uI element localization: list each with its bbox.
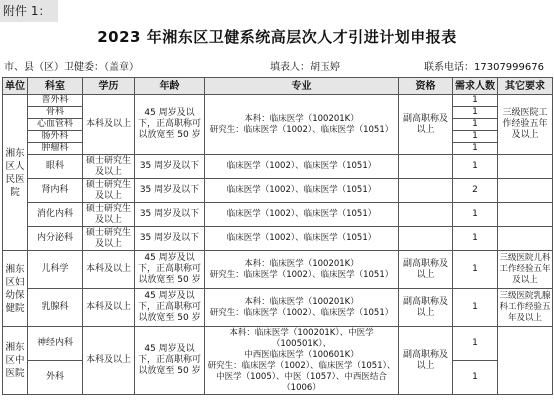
dept-cell: 肠外科	[28, 131, 83, 143]
talent-plan-table	[2, 77, 553, 395]
major-line: （1006）	[282, 382, 321, 393]
edu-cell: 硕士研究生及以上	[83, 203, 135, 227]
qual-cell: 副高职称及以上	[399, 251, 453, 289]
major-cell: 临床医学（1002）、临床医学（1051）	[205, 227, 399, 251]
other-cell	[498, 155, 553, 179]
count-cell: 2	[453, 179, 498, 203]
count-cell: 1	[453, 107, 498, 119]
age-cell: 35 周岁及以下	[135, 203, 205, 227]
age-cell: 45 周岁及以下，正高职称可以放宽至 50 岁	[135, 95, 205, 155]
table-row	[3, 251, 553, 289]
table-row	[3, 227, 553, 251]
other-cell: 三级医院工作经验五年及以上	[498, 95, 553, 155]
major-line: 研究生：临床医学（1002）、临床医学（1051）	[209, 269, 394, 280]
count-cell: 1	[453, 95, 498, 107]
unit-cell: 湘东区妇幼保健院	[3, 251, 28, 327]
count-cell: 1	[453, 131, 498, 143]
dept-cell: 心血管科	[28, 119, 83, 131]
age-cell: 45 周岁及以下，正高职称可以放宽至 50 岁	[135, 251, 205, 289]
major-line: 本科：临床医学（100201K）	[244, 113, 359, 124]
header-other: 其它要求	[498, 78, 553, 95]
table-row	[3, 95, 553, 107]
edu-cell: 硕士研究生及以上	[83, 227, 135, 251]
dept-cell: 外科	[28, 361, 83, 395]
edu-cell: 本科及以上	[83, 251, 135, 289]
header-dept: 科室	[28, 78, 83, 95]
dept-cell: 骨科	[28, 107, 83, 119]
major-cell: 临床医学（1002）、临床医学（1051）	[205, 203, 399, 227]
phone-label: 联系电话：17307999676	[424, 62, 544, 73]
qual-cell	[399, 155, 453, 179]
table-row	[3, 155, 553, 179]
dept-cell: 普外科	[28, 95, 83, 107]
major-line: 研究生：临床医学（1002）、临床医学（1051）、	[207, 360, 396, 371]
edu-cell: 本科及以上	[83, 327, 135, 395]
other-cell	[498, 179, 553, 203]
age-cell: 45 周岁及以下，正高职称可以放宽至 50 岁	[135, 289, 205, 327]
dept-cell: 肾内科	[28, 179, 83, 203]
other-cell	[498, 227, 553, 251]
major-cell: 临床医学（1002）、临床医学（1051）	[205, 179, 399, 203]
header-count: 需求人数	[453, 78, 498, 95]
major-cell	[205, 327, 399, 395]
table-row	[3, 327, 553, 361]
other-cell: 三级医院儿科工作经验五年及以上	[498, 251, 553, 289]
age-cell: 35 周岁及以下	[135, 179, 205, 203]
dept-cell: 乳腺科	[28, 289, 83, 327]
table-row	[3, 289, 553, 327]
major-cell	[205, 289, 399, 327]
major-line: 本科：临床医学（100201K）	[244, 258, 359, 269]
attachment-label: 附件 1：	[0, 0, 58, 22]
header-qual: 资格	[399, 78, 453, 95]
count-cell: 1	[453, 203, 498, 227]
major-line: 中西医临床医学（100601K）	[244, 349, 359, 360]
major-cell	[205, 251, 399, 289]
unit-cell: 湘东区人民医院	[3, 95, 28, 251]
header-age: 年龄	[135, 78, 205, 95]
count-cell: 1	[453, 155, 498, 179]
count-cell: 1	[453, 289, 498, 327]
dept-cell: 眼科	[28, 155, 83, 179]
table-header-row	[3, 78, 553, 95]
qual-cell: 副高职称及以上	[399, 327, 453, 395]
count-cell: 1	[453, 361, 498, 395]
table-row	[3, 179, 553, 203]
qual-cell: 副高职称及以上	[399, 95, 453, 155]
filler-label: 填表人：胡玉婷	[270, 62, 340, 73]
major-line: 本科：临床医学（100201K）	[244, 296, 359, 307]
qual-cell	[399, 227, 453, 251]
major-cell	[205, 95, 399, 155]
edu-cell: 硕士研究生及以上	[83, 155, 135, 179]
count-cell: 1	[453, 143, 498, 155]
dept-cell: 神经内科	[28, 327, 83, 361]
other-cell	[498, 203, 553, 227]
header-major: 专业	[205, 78, 399, 95]
edu-cell: 本科及以上	[83, 95, 135, 155]
qual-cell	[399, 179, 453, 203]
other-cell: 三级医院乳腺科工作经验五年及以上	[498, 289, 553, 327]
page-title: 2023 年湘东区卫健系统高层次人才引进计划申报表	[97, 28, 457, 46]
unit-cell: 湘东区中医院	[3, 327, 28, 395]
dept-cell: 儿科学	[28, 251, 83, 289]
major-line: 研究生：临床医学（1002）、临床医学（1051）	[209, 307, 394, 318]
dept-cell: 肿瘤科	[28, 143, 83, 155]
org-label: 市、县（区）卫健委：（盖章）	[4, 62, 139, 73]
major-line: 中医学（1005）、中医（1057）、中西医结合	[216, 371, 387, 382]
count-cell: 1	[453, 251, 498, 289]
major-cell: 临床医学（1002）、临床医学（1051）	[205, 155, 399, 179]
dept-cell: 内分泌科	[28, 227, 83, 251]
other-cell	[498, 327, 553, 395]
table-row	[3, 203, 553, 227]
dept-cell: 消化内科	[28, 203, 83, 227]
age-cell: 35 周岁及以下	[135, 155, 205, 179]
count-cell: 1	[453, 119, 498, 131]
count-cell: 1	[453, 227, 498, 251]
edu-cell: 硕士研究生及以上	[83, 179, 135, 203]
header-edu: 学历	[83, 78, 135, 95]
edu-cell: 本科及以上	[83, 289, 135, 327]
major-line: 本科：临床医学（100201K）、中医学（100501K）、	[229, 327, 374, 349]
count-cell: 1	[453, 327, 498, 361]
qual-cell	[399, 203, 453, 227]
header-unit: 单位	[3, 78, 28, 95]
major-line: 研究生：临床医学（1002）、临床医学（1051）	[209, 124, 394, 135]
age-cell: 45 周岁及以下，正高职称可以放宽至 50 岁	[135, 327, 205, 395]
qual-cell: 副高职称及以上	[399, 289, 453, 327]
age-cell: 35 周岁及以下	[135, 227, 205, 251]
